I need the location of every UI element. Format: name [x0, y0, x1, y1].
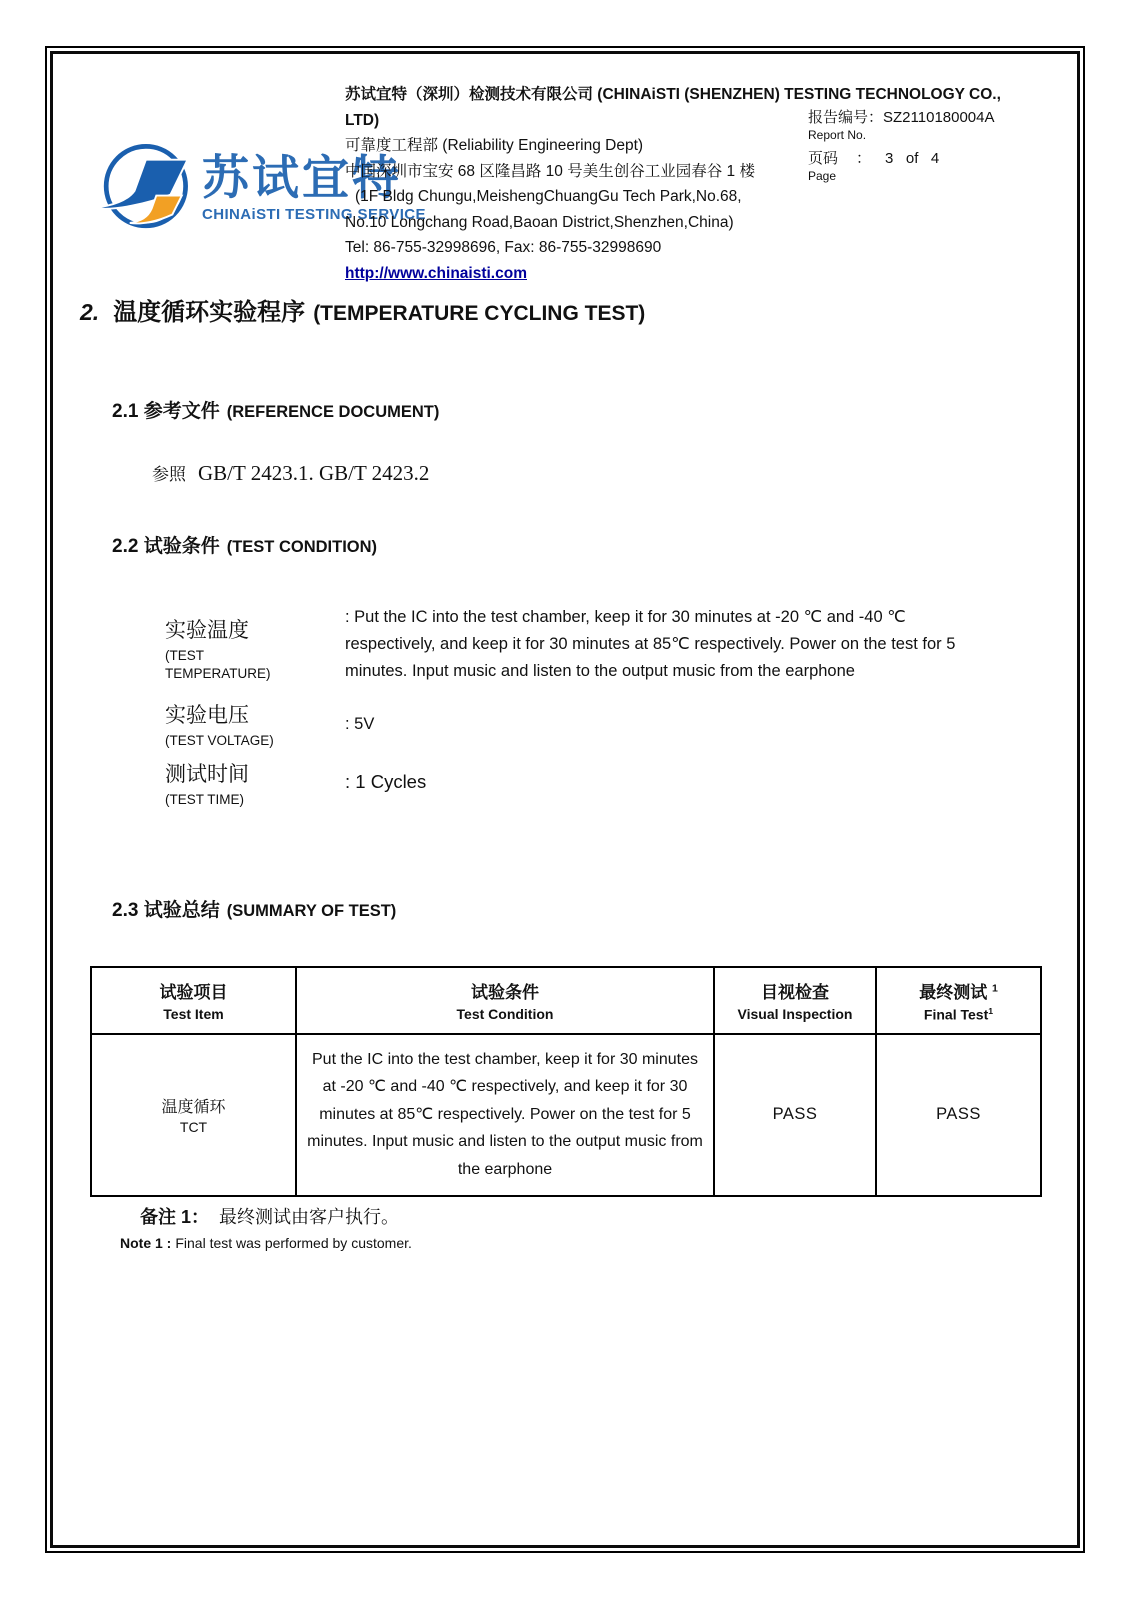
- section-2-number: 2.: [80, 299, 100, 325]
- address-en-line1: (1F Bldg Chungu,MeishengChuangGu Tech Park,No.68,: [355, 188, 742, 205]
- page-label-cn: 页码: [808, 150, 839, 167]
- cell-test-condition: Put the IC into the test chamber, keep it for 30 minutes at -20 ℃ and -40 ℃ respectively, and keep it for 30 minutes at 85℃ respectively. Power on the test for 5 minutes. Input music and listen to the output music from the earphone: [296, 1034, 714, 1196]
- header-cn: 试验条件: [471, 983, 539, 1003]
- note-1-cn-label: 备注 1：: [140, 1207, 210, 1227]
- header-en: Visual Inspection: [737, 1006, 853, 1023]
- section-2-2-title-cn: 2.2 试验条件: [112, 536, 220, 557]
- section-2-1-title-cn: 2.1 参考文件: [112, 401, 220, 422]
- company-name-line2: LTD): [345, 111, 380, 129]
- test-item-en: TCT: [179, 1119, 208, 1136]
- condition-value: : 1 Cycles: [345, 770, 427, 792]
- condition-label-en: (TEST VOLTAGE): [165, 733, 274, 748]
- condition-label-cn: 测试时间: [165, 762, 249, 786]
- header-test-condition: [296, 967, 714, 1034]
- header-test-item: [91, 967, 296, 1034]
- logo-name-en: CHINAiSTI TESTING SERVICE: [202, 206, 426, 224]
- header-final-test: [876, 967, 1041, 1034]
- header-cn: 目视检查: [761, 983, 829, 1003]
- logo-name-cn: 苏试宜特: [202, 150, 402, 204]
- page-label-en: Page: [808, 169, 837, 183]
- section-2-2-title-en: (TEST CONDITION): [226, 538, 378, 556]
- note-1-cn: [140, 1203, 399, 1229]
- header-visual-inspection: [714, 967, 876, 1034]
- section-2-title-en: (TEMPERATURE CYCLING TEST): [313, 302, 646, 325]
- section-2-3-title-en: (SUMMARY OF TEST): [226, 902, 397, 920]
- address-en-line2: No.10 Longchang Road,Baoan District,Shenzhen,China): [345, 213, 734, 231]
- company-name-line1: 苏试宜特（深圳）检测技术有限公司 (CHINAiSTI (SHENZHEN) TESTING TECHNOLOGY CO.,: [345, 86, 1001, 103]
- section-2-title-cn: 温度循环实验程序: [113, 299, 306, 326]
- website-link[interactable]: http://www.chinaisti.com: [345, 264, 527, 282]
- cell-visual-inspection-result: PASS: [714, 1034, 876, 1196]
- condition-value: : 5V: [345, 715, 375, 733]
- summary-table: [90, 966, 1042, 1197]
- tel-fax-line: Tel: 86-755-32998696, Fax: 86-755-32998690: [345, 239, 662, 256]
- condition-row-temperature: [165, 600, 997, 685]
- report-no-value: SZ2110180004A: [883, 109, 995, 126]
- header-cn: 试验项目: [159, 983, 228, 1003]
- header-en: Test Condition: [456, 1006, 554, 1023]
- section-2-1-title-en: (REFERENCE DOCUMENT): [226, 403, 440, 421]
- header-footnote-sup: 1: [988, 1006, 994, 1016]
- header-footnote-sup: 1: [991, 982, 998, 995]
- condition-value: : Put the IC into the test chamber, keep it for 30 minutes at -20 ℃ and -40 ℃ respectively, and keep it for 30 minutes at 85℃ respectively. Power on the test for 5 minutes. Input music and listen to the output music from the earphone: [345, 608, 956, 680]
- page-colon: ：: [856, 150, 872, 167]
- cell-final-test-result: PASS: [876, 1034, 1041, 1196]
- note-1-en-text: Final test was performed by customer.: [175, 1235, 412, 1251]
- condition-row-time: [165, 758, 997, 809]
- header-en: Final Test$^1$: [923, 1006, 994, 1023]
- condition-label-en: (TEST TEMPERATURE): [165, 648, 271, 681]
- reference-prefix: 参照: [152, 465, 186, 484]
- condition-label: [165, 600, 345, 682]
- note-1-en-label: Note 1 :: [120, 1235, 172, 1251]
- condition-label-cn: 实验温度: [165, 619, 249, 642]
- section-2-1-title: [112, 396, 439, 423]
- header-en: Test Item: [163, 1006, 224, 1023]
- cell-test-item: [91, 1034, 296, 1196]
- test-condition-list: [165, 600, 997, 808]
- section-2-title: [80, 292, 645, 327]
- header-cn: 最终测试 $^1$: [919, 982, 998, 1002]
- section-2-3-title-cn: 2.3 试验总结: [112, 900, 220, 921]
- condition-label: [165, 699, 345, 750]
- section-2-2-title: [112, 531, 377, 558]
- website-line: [345, 263, 1025, 286]
- report-meta-block: [808, 106, 1058, 183]
- note-1-en: [120, 1235, 412, 1251]
- reference-standards: GB/T 2423.1. GB/T 2423.2: [198, 461, 430, 485]
- summary-table-header-row: [91, 967, 1041, 1034]
- note-1-cn-text: 最终测试由客户执行。: [219, 1207, 400, 1227]
- report-no-label-en: Report No.: [808, 128, 867, 142]
- condition-label-en: (TEST TIME): [165, 791, 245, 807]
- reference-document-line: [152, 460, 429, 486]
- page-number-line: [808, 147, 1058, 168]
- condition-label-cn: 实验电压: [165, 704, 249, 727]
- report-no-line: [808, 106, 1058, 127]
- page-value: 3 of 4: [885, 150, 940, 167]
- section-2-3-title: [112, 895, 396, 922]
- department-line: 可靠度工程部 (Reliability Engineering Dept): [345, 137, 644, 154]
- address-cn-line: 中国深圳市宝安 68 区隆昌路 10 号美生创谷工业园春谷 1 楼: [345, 162, 755, 180]
- report-no-label-cn: 报告编号：: [808, 109, 884, 126]
- summary-table-row-tct: [91, 1034, 1041, 1196]
- test-item-cn: 温度循环: [161, 1099, 226, 1117]
- condition-row-voltage: [165, 699, 997, 750]
- chinaisti-logo-icon: [92, 136, 196, 240]
- condition-label: [165, 758, 345, 809]
